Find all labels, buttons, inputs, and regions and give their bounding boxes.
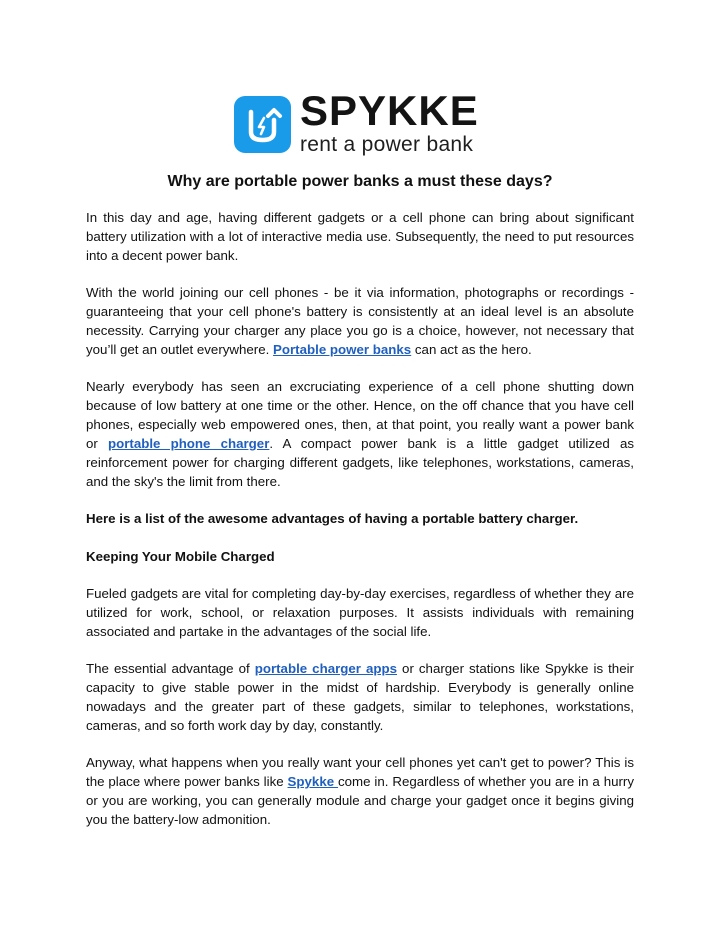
paragraph-text: can act as the hero. [411, 341, 532, 357]
paragraph-text: Anyway, what happens when you really want your cell phones yet can't get to power? This is the place where power banks like [86, 755, 634, 790]
paragraph-fueled: Fueled gadgets are vital for completing day-by-day exercises, regardless of whether they are utilized for work, school, or relaxation purposes. It assists individuals with remaining associated and partake in the advantages of the social life. [86, 586, 634, 639]
power-bank-plug-icon [234, 96, 291, 153]
paragraph-intro: In this day and age, having different gadgets or a cell phone can bring about significant battery utilization with a lot of interactive media use. Subsequently, the need to put resources into a decent power bank. [86, 210, 634, 263]
paragraph-text: or charger stations like Spykke is their capacity to give stable power in the midst of hardship. Everybody is generally online nowadays and the greater part of these gadgets, similar to telephones, workstations, cameras, and so forth work day by day, constantly. [86, 661, 634, 734]
paragraph-text: Nearly everybody has seen an excruciating experience of a cell phone shutting down because of low battery at one time or the other. Hence, on the off chance that you have cell phones, especially web empowered ones, then, at that point, you really want a power bank or [86, 379, 634, 452]
article-body [86, 209, 634, 849]
link-portable-phone-charger[interactable]: portable phone charger [107, 436, 270, 452]
paragraph-advantage [86, 660, 634, 736]
paragraph-anyway [86, 754, 634, 830]
link-portable-power-banks[interactable]: Portable power banks [273, 341, 412, 357]
section-heading: Keeping Your Mobile Charged [86, 548, 275, 564]
list-intro: Here is a list of the awesome advantages of having a portable battery charger. [86, 511, 579, 527]
paragraph-battery [86, 378, 634, 491]
link-spykke[interactable]: Spykke [287, 774, 339, 790]
paragraph-world [86, 284, 634, 360]
paragraph-text: With the world joining our cell phones - be it via information, photographs or recordings - guaranteeing that your cell phone's battery is consistently at an ideal level is an absolute necessity. Carrying your charger any place you go is a choice, however, not necessary that you’ll get an outlet everywhere. [86, 285, 634, 357]
logo-tagline: rent a power bank [300, 133, 474, 156]
page-title: Why are portable power banks a must these days? [167, 173, 553, 190]
spykke-logo [234, 87, 479, 157]
paragraph-text: The essential advantage of [86, 661, 255, 677]
paragraph-text: come in. Regardless of whether you are in a hurry or you are working, you can generally module and charge your gadget once it begins giving you the battery-low admonition. [86, 774, 634, 828]
paragraph-text: . A compact power bank is a little gadget utilized as reinforcement power for charging different gadgets, like telephones, workstations, cameras, and the sky's the limit from there. [86, 436, 634, 489]
logo-name: SPYKKE [300, 87, 479, 134]
link-portable-charger-apps[interactable]: portable charger apps [254, 661, 398, 677]
